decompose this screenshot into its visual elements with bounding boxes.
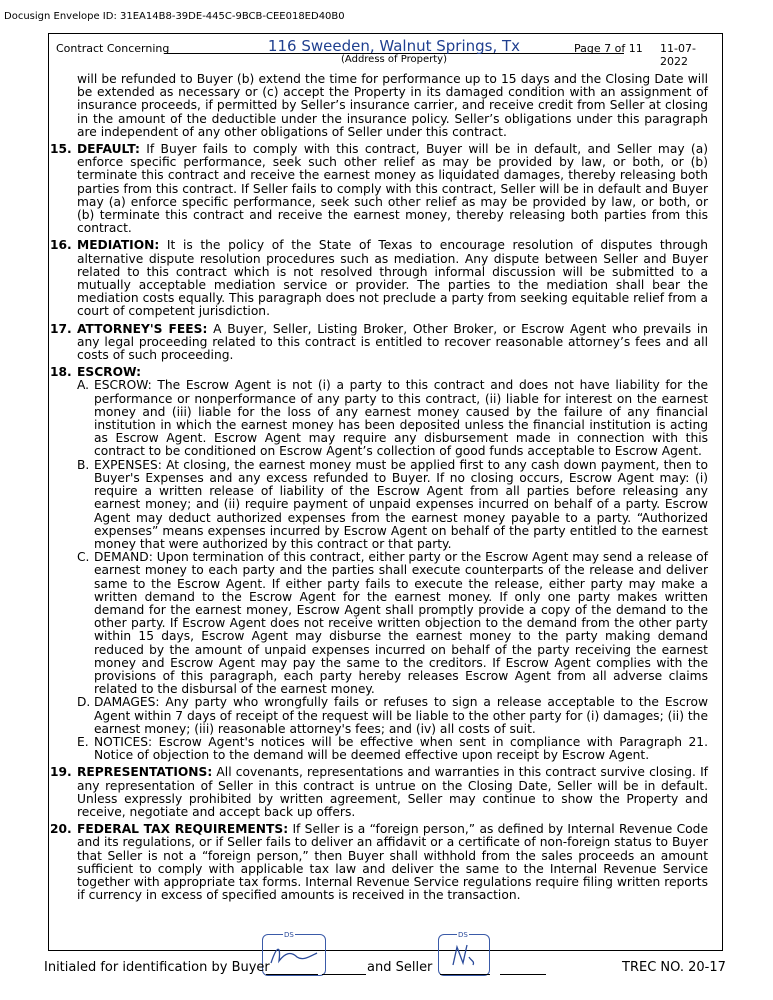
property-address: 116 Sweeden, Walnut Springs, Tx xyxy=(267,37,521,55)
section-16-mediation xyxy=(50,239,708,318)
escrow-item-a xyxy=(77,379,708,458)
section-text: If Seller is a “foreign person,” as defined by Internal Revenue Code and its regulations, or if Seller fails to deliver an affidavit or a certificate of non-foreign status to Buyer that Seller is not a “foreign person,” then Buyer shall withhold from the sales proceeds an amount sufficient to comply with applicable tax law and deliver the same to the Internal Revenue Service together with appropriate tax forms. Internal Revenue Service regulations require filing written reports if currency in excess of specified amounts is received in the transaction. xyxy=(77,822,708,903)
section-number: 20. xyxy=(50,822,72,837)
section-20-federal-tax xyxy=(50,823,708,902)
section-title: FEDERAL TAX REQUIREMENTS: xyxy=(77,822,289,837)
item-letter: E. xyxy=(77,734,89,749)
item-letter: B. xyxy=(77,457,90,472)
item-letter: D. xyxy=(77,695,91,710)
escrow-item-e xyxy=(77,736,708,762)
section-title: REPRESENTATIONS: xyxy=(77,765,213,780)
section-text: It is the policy of the State of Texas to encourage resolution of disputes through alternative dispute resolution procedures such as mediation. Any dispute between Seller and Buyer related to this contract which is not resolved through informal discussion will be submitted to a mutually acceptable mediation service or provider. The parties to the mediation shall bear the mediation costs equally. This paragraph does not preclude a party from seeking equitable relief from a court of competent jurisdiction. xyxy=(77,238,708,319)
item-text: DEMAND: Upon termination of this contract, either party or the Escrow Agent may send a release of earnest money to each party and the parties shall execute counterparts of the release and deliver same to the Escrow Agent. If either party fails to execute the release, either party may make a written demand to the Escrow Agent for the earnest money. If only one party makes written demand for the earnest money, Escrow Agent shall promptly provide a copy of the demand to the other party. If Escrow Agent does not receive written objection to the demand from the other party within 15 days, Escrow Agent may disburse the earnest money to the party making demand reduced by the amount of unpaid expenses incurred on behalf of the party receiving the earnest money and Escrow Agent may pay the same to the creditors. If Escrow Agent complies with the provisions of this paragraph, each party hereby releases Escrow Agent from all adverse claims related to the disbursal of the earnest money. xyxy=(94,550,708,697)
address-caption: (Address of Property) xyxy=(341,54,447,65)
section-title: ATTORNEY'S FEES: xyxy=(77,321,208,336)
page-footer xyxy=(44,958,734,982)
contract-concerning-label: Contract Concerning xyxy=(56,42,170,55)
trec-number: TREC NO. 20-17 xyxy=(622,960,726,975)
section-18-escrow xyxy=(50,366,708,762)
section-number: 16. xyxy=(50,238,72,253)
section-15-default xyxy=(50,143,708,235)
initials-label: Initialed for identification by Buyer xyxy=(44,960,270,975)
section-number: 19. xyxy=(50,765,72,780)
contract-body xyxy=(50,73,708,906)
section-17-attorneys-fees xyxy=(50,323,708,363)
escrow-item-d xyxy=(77,696,708,736)
section-text: A Buyer, Seller, Listing Broker, Other Broker, or Escrow Agent who prevails in any legal proceeding related to this contract is entitled to recover reasonable attorney’s fees and all costs of such proceeding. xyxy=(77,321,708,363)
continued-paragraph: will be refunded to Buyer (b) extend the time for performance up to 15 days and the Closing Date will be extended as necessary or (c) accept the Property in its damaged condition with an assignment of insurance proceeds, if permitted by Seller’s insurance carrier, and receive credit from Seller at closing in the amount of the deductible under the insurance policy. Seller’s obligations under this paragraph are independent of any other obligations of Seller under this contract. xyxy=(77,72,708,139)
section-number: 17. xyxy=(50,321,72,336)
section-title: MEDIATION: xyxy=(77,238,160,253)
item-text: NOTICES: Escrow Agent's notices will be effective when sent in compliance with Paragraph 21. Notice of objection to the demand will be deemed effective upon receipt by Escrow Agent. xyxy=(94,734,708,763)
section-number: 15. xyxy=(50,142,72,157)
docusign-tag: DS xyxy=(458,931,468,939)
section-text: If Buyer fails to comply with this contract, Buyer will be in default, and Seller may (a) enforce specific performance, seek such other relief as may be provided by law, or both, or (b) terminate this contract and receive the earnest money as liquidated damages, thereby releasing both parties from this contract. If Seller fails to comply with this contract, Seller will be in default and Buyer may (a) enforce specific performance, seek such other relief as may be provided by law, or both, or (b) terminate this contract and receive the earnest money, thereby releasing both parties from this contract. xyxy=(77,142,708,236)
seller-initial-line-2 xyxy=(500,974,546,975)
section-text: All covenants, representations and warranties in this contract survive closing. If any representation of Seller in this contract is untrue on the Closing Date, Seller will be in default. Unless expressly prohibited by written agreement, Seller may continue to show the Property and receive, negotiate and accept back up offers. xyxy=(77,765,708,819)
docusign-tag: DS xyxy=(284,931,294,939)
form-date: 11-07-2022 xyxy=(660,42,696,68)
item-text: DAMAGES: Any party who wrongfully fails or refuses to sign a release acceptable to the Escrow Agent within 7 days of receipt of the request will be liable to the other party for (i) damages; (ii) the earnest money; (iii) reasonable attorney's fees; and (iv) all costs of suit. xyxy=(94,695,708,736)
escrow-item-c xyxy=(77,551,708,696)
section-number: 18. xyxy=(50,365,72,380)
escrow-item-b xyxy=(77,459,708,551)
and-seller-label: and Seller xyxy=(367,960,433,975)
buyer-initial-line-2 xyxy=(322,974,366,975)
item-text: EXPENSES: At closing, the earnest money must be applied first to any cash down payment, then to Buyer's Expenses and any excess refunded to Buyer. If no closing occurs, Escrow Agent may: (i) require a written release of liability of the Escrow Agent from all parties before releasing any earnest money; and (ii) require payment of unpaid expenses incurred on behalf of a party. Escrow Agent may deduct authorized expenses from the earnest money payable to a party. “Authorized expenses” means expenses incurred by Escrow Agent on behalf of the party entitled to the earnest money that were authorized by this contract or that party. xyxy=(94,457,708,551)
section-title: ESCROW: xyxy=(77,365,142,380)
envelope-id: Docusign Envelope ID: 31EA14B8-39DE-445C-9BCB-CEE018ED40B0 xyxy=(4,11,345,22)
section-19-representations xyxy=(50,766,708,819)
item-letter: C. xyxy=(77,550,90,565)
section-title: DEFAULT: xyxy=(77,142,140,157)
page-number: Page 7 of 11 xyxy=(574,42,643,55)
item-letter: A. xyxy=(77,378,90,393)
seller-initial-line-1 xyxy=(440,974,490,975)
buyer-initial-line-1 xyxy=(266,974,318,975)
contract-header xyxy=(54,37,714,67)
item-text: ESCROW: The Escrow Agent is not (i) a party to this contract and does not have liability for the performance or nonperformance of any party to this contract, (ii) liable for interest on the earnest money and (iii) liable for the loss of any earnest money caused by the failure of any financial institution in which the earnest money has been deposited unless the financial institution is acting as Escrow Agent. Escrow Agent may require any disbursement made in connection with this contract to be conditioned on Escrow Agent’s collection of good funds acceptable to Escrow Agent. xyxy=(94,378,708,459)
